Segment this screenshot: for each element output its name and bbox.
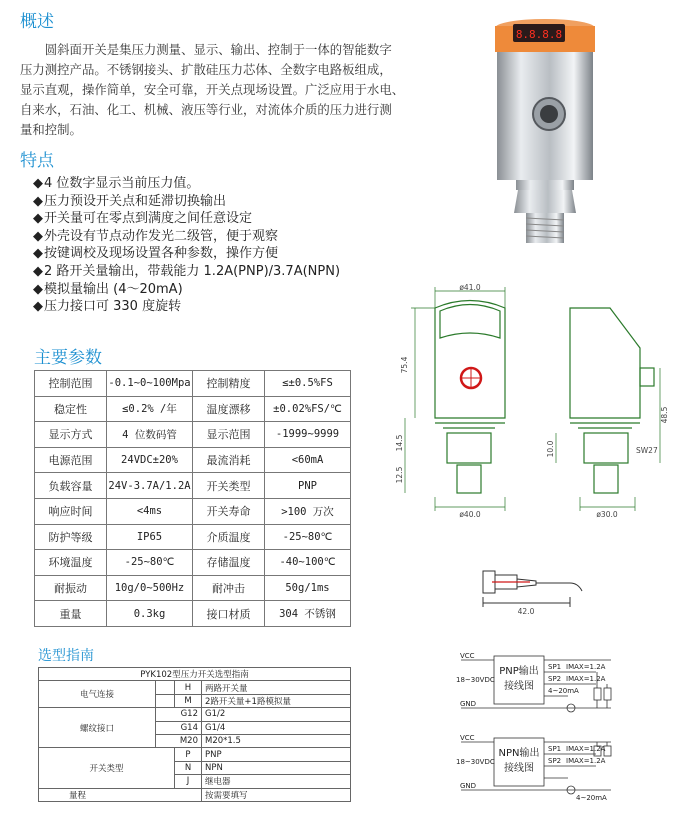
dim-mid1-label: 14.5 [395,434,404,452]
dim-plug-label: 42.0 [517,607,535,616]
params-row [35,498,351,524]
params-row [35,575,351,601]
param-value: ≤±0.5%FS [265,371,351,397]
features-title: 特点 [20,151,54,171]
dim-height-label: 75.4 [400,356,409,374]
selection-code: M20 [156,734,202,747]
params-row [35,396,351,422]
dim-side-low-label: 10.0 [546,440,555,458]
side-nut-outline [584,433,628,463]
overview-line: 量和控制。 [20,122,82,137]
param-value: -40~100℃ [265,550,351,576]
side-drawing [540,283,670,523]
params-row [35,550,351,576]
params-row [35,447,351,473]
param-key: 显示方式 [35,422,107,448]
param-key: 环境温度 [35,550,107,576]
param-key: 开关类型 [193,473,265,499]
feature-item: ◆ 按键调校及现场设置各种参数，操作方便 [33,245,340,263]
feature-item: ◆ 4 位数字显示当前压力值。 [33,175,340,193]
param-value: PNP [265,473,351,499]
selection-title: 选型指南 [38,648,94,664]
selection-desc: G1/4 [202,721,351,734]
npn-sp2-max: IMAX=1.2A [566,757,606,765]
selection-desc: G1/2 [202,708,351,721]
param-value: -0.1~0~100Mpa [107,371,193,397]
overview-paragraph [20,40,460,140]
overview-line: 自来水，石油、化工、机械、液压等行业，对流体介质的压力进行测 [20,102,392,117]
pnp-gnd: GND [460,700,477,708]
selection-code: G14 [156,721,202,734]
param-value: 4 位数码管 [107,422,193,448]
plug-tail-outline [517,579,536,587]
npn-vcc: VCC [460,734,475,742]
dim-side-bottom-label: ø30.0 [596,510,618,519]
params-title: 主要参数 [34,348,102,368]
param-key: 温度漂移 [193,396,265,422]
npn-sp1-max: IMAX=1.2A [566,745,606,753]
selection-table [38,667,351,802]
pnp-sp1-max: IMAX=1.2A [566,663,606,671]
dim-side-sw-label: SW27 [636,446,658,455]
npn-analog: 4~20mA [576,794,607,802]
param-value: <4ms [107,498,193,524]
side-body-outline [570,308,640,418]
param-key: 响应时间 [35,498,107,524]
selection-desc: PNP [202,748,351,761]
hex-nut [514,190,576,213]
param-key: 耐冲击 [193,575,265,601]
pnp-sp2: SP2 [548,675,562,683]
param-value: ±0.02%FS/℃ [265,396,351,422]
feature-item: ◆ 压力接口可 330 度旋转 [33,298,340,316]
param-key: 重量 [35,601,107,627]
param-key: 耐振动 [35,575,107,601]
param-value: <60mA [265,447,351,473]
feature-item: ◆ 模拟量输出 (4～20mA) [33,281,340,299]
npn-sp2: SP2 [548,757,562,765]
front-body-outline [435,301,505,419]
selection-thread-label: 螺纹接口 [39,708,156,748]
selection-range-value: 按需要填写 [202,788,351,801]
selection-code: N [175,761,202,774]
param-key: 电源范围 [35,447,107,473]
selection-code: P [175,748,202,761]
selection-header: PYK102型压力开关选型指南 [39,668,351,681]
selection-code: J [175,775,202,788]
param-value: ≤0.2% /年 [107,396,193,422]
param-key: 最流消耗 [193,447,265,473]
selection-code: G12 [156,708,202,721]
npn-box-line1: NPN输出 [498,748,540,759]
npn-box-line2: 接线图 [504,763,534,774]
params-row [35,601,351,627]
overview-line: 显示直观，操作简单，安全可靠，开关点现场设置。广泛应用于水电、 [20,82,405,97]
pnp-analog: 4~20mA [548,687,579,695]
param-key: 稳定性 [35,396,107,422]
overview-line: 压力测控产品。不锈钢接头、扩散硅压力芯体、全数字电路板组成， [20,62,392,77]
pnp-box-line1: PNP输出 [499,666,539,677]
params-row [35,473,351,499]
pnp-box [494,656,544,704]
front-nut-outline [447,433,491,463]
npn-sp1: SP1 [548,745,562,753]
npn-voltage: 18~30VDC [456,758,495,766]
overview-line: 圆斜面开关是集压力测量、显示、输出、控制于一体的智能数字 [20,42,392,57]
selection-desc: M20*1.5 [202,734,351,747]
side-dim-lines [556,368,660,511]
param-value: 50g/1ms [265,575,351,601]
pnp-wiring-diagram [456,648,626,726]
selection-desc: 继电器 [202,775,351,788]
features-list [33,175,340,316]
param-value: -25~80℃ [107,550,193,576]
selection-desc: NPN [202,761,351,774]
params-row [35,371,351,397]
params-row [35,524,351,550]
param-key: 开关寿命 [193,498,265,524]
pnp-vcc: VCC [460,652,475,660]
param-value: 304 不锈钢 [265,601,351,627]
selection-electric-label: 电气连接 [39,681,156,708]
param-value: -25~80℃ [265,524,351,550]
param-key: 存储温度 [193,550,265,576]
overview-title: 概述 [20,12,54,32]
feature-item: ◆ 外壳设有节点动作发光二级管，便于观察 [33,228,340,246]
param-key: 介质温度 [193,524,265,550]
param-key: 负载容量 [35,473,107,499]
param-value: 10g/0~500Hz [107,575,193,601]
pnp-box-line2: 接线图 [504,681,534,692]
selection-code: H [175,681,202,694]
param-key: 控制精度 [193,371,265,397]
side-stem-outline [594,465,618,493]
params-row [35,422,351,448]
param-value: 24VDC±20% [107,447,193,473]
dim-top-label: ø41.0 [459,283,481,292]
thread-stem [526,213,564,243]
dim-side-h-label: 48.5 [660,406,669,424]
selection-desc: 两路开关量 [202,681,351,694]
product-photo [488,8,598,248]
params-table [34,370,351,627]
selection-range-label: 量程 [39,788,202,801]
selection-switch-label: 开关类型 [39,748,175,788]
selection-code: M [175,694,202,707]
feature-item: ◆ 压力预设开关点和延滞切换输出 [33,193,340,211]
param-value: 24V-3.7A/1.2A [107,473,193,499]
selection-desc: 2路开关量+1路模拟量 [202,694,351,707]
plug-cable-bend [570,583,582,591]
dim-bottom-label: ø40.0 [459,510,481,519]
param-key: 显示范围 [193,422,265,448]
plug-drawing [478,563,598,618]
npn-box [494,738,544,786]
param-value: IP65 [107,524,193,550]
front-drawing [385,283,520,523]
param-key: 接口材质 [193,601,265,627]
dim-mid2-label: 12.5 [395,466,404,484]
front-stem-outline [457,465,481,493]
neck-ring [516,180,574,190]
pnp-sp1: SP1 [548,663,562,671]
front-display-outline [440,305,500,339]
param-value: 0.3kg [107,601,193,627]
pnp-voltage: 18~30VDC [456,676,495,684]
front-dim-lines [405,287,505,511]
param-value: -1999~9999 [265,422,351,448]
npn-gnd: GND [460,782,477,790]
feature-item: ◆ 开关量可在零点到满度之间任意设定 [33,210,340,228]
display-digits: 8.8.8.8 [515,28,563,41]
param-key: 控制范围 [35,371,107,397]
connector-pins-icon [540,105,558,123]
pnp-sp2-max: IMAX=1.2A [566,675,606,683]
npn-wiring-diagram [456,730,626,808]
side-connector-outline [640,368,654,386]
param-value: >100 万次 [265,498,351,524]
param-key: 防护等级 [35,524,107,550]
feature-item: ◆ 2 路开关量输出，带载能力 1.2A(PNP)/3.7A(NPN) [33,263,340,281]
